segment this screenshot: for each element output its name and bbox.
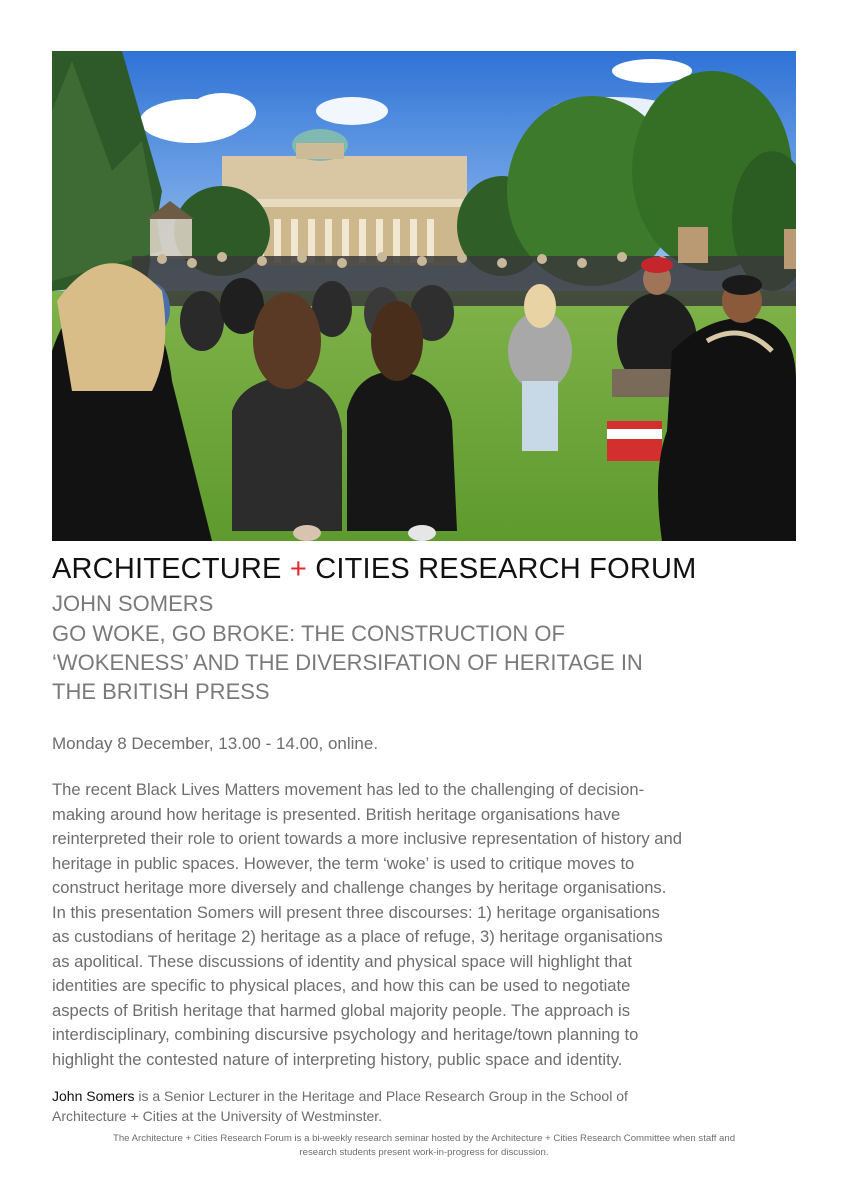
footer-note [40,1132,808,1160]
abstract-line: interdisciplinary, combining discursive psychology and heritage/town planning to [52,1025,639,1044]
abstract-line: The recent Black Lives Matters movement has led to the challenging of decision- [52,780,645,799]
abstract-line: reinterpreted their role to orient towards a more inclusive representation of history and [52,829,682,848]
abstract-line: In this presentation Somers will present three discourses: 1) heritage organisations [52,902,660,922]
forum-title [52,552,812,586]
speaker-name: JOHN SOMERS [52,591,214,616]
talk-title-line: GO WOKE, GO BROKE: THE CONSTRUCTION OF [52,621,565,646]
abstract-line: making around how heritage is presented. British heritage organisations have [52,804,621,824]
abstract-line: highlight the contested nature of interpreting history, public space and identity. [52,1049,623,1069]
protest-photo-illustration [52,51,796,541]
bio-line-1 [52,1086,800,1106]
bio-line-2: Architecture + Cities at the University of Westminster. [52,1108,383,1124]
talk-title [52,619,792,706]
forum-title-part1: ARCHITECTURE [52,553,290,585]
abstract-line: as apolitical. These discussions of identity and physical space will highlight that [52,951,632,971]
talk-title-line: THE BRITISH PRESS [52,679,270,704]
abstract-line: construct heritage more diversely and challenge changes by heritage organisations. [52,878,667,897]
abstract-line: identities are specific to physical places, and how this can be used to negotiate [52,976,631,995]
footer-line: The Architecture + Cities Research Forum is a bi-weekly research seminar hosted by the Architecture + Cities Research Committee when staff and [112,1133,736,1144]
forum-title-plus: + [289,553,307,585]
abstract-line: as custodians of heritage 2) heritage as a place of refuge, 3) heritage organisations [52,927,663,946]
bio-name: John Somers [52,1088,135,1104]
bio-line-1-text: is a Senior Lecturer in the Heritage and Place Research Group in the School of [134,1088,628,1104]
talk-title-line: ‘WOKENESS’ AND THE DIVERSIFATION OF HERITAGE IN [52,650,643,675]
speaker-bio [52,1086,800,1126]
footer-line: research students present work-in-progress for discussion. [299,1147,549,1158]
abstract-line: heritage in public spaces. However, the term ‘woke’ is used to critique moves to [52,853,635,873]
event-date: Monday 8 December, 13.00 - 14.00, online. [52,734,379,753]
abstract [52,778,800,1072]
abstract-line: aspects of British heritage that harmed global majority people. The approach is [52,1000,631,1020]
event-photo [52,51,796,541]
forum-title-part2: CITIES RESEARCH FORUM [306,553,697,585]
